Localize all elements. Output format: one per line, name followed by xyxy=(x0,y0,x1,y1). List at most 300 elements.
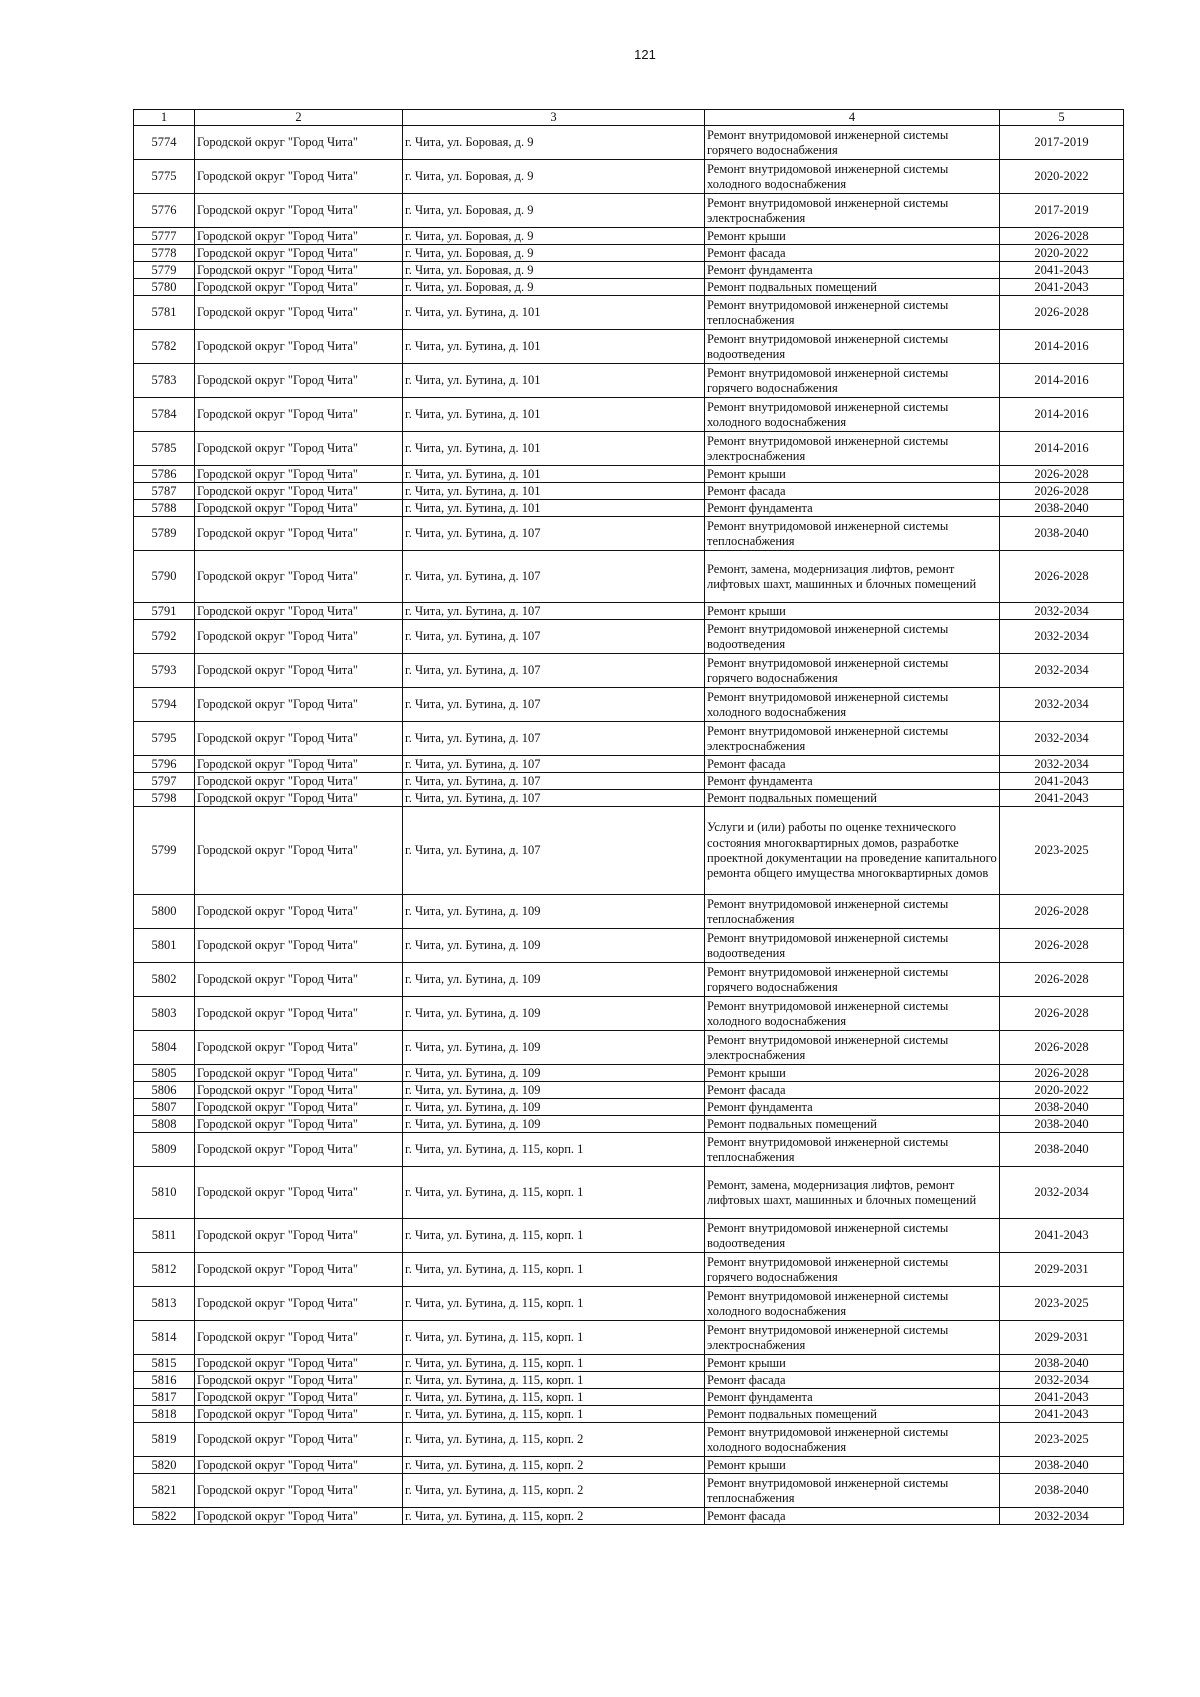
address-cell: г. Чита, ул. Бутина, д. 107 xyxy=(403,722,705,756)
work-type-cell: Ремонт фундамента xyxy=(705,773,1000,790)
municipality-cell: Городской округ "Город Чита" xyxy=(195,688,403,722)
municipality-cell: Городской округ "Город Чита" xyxy=(195,1321,403,1355)
col-header-3: 3 xyxy=(403,110,705,126)
work-type-cell: Ремонт крыши xyxy=(705,603,1000,620)
period-cell: 2038-2040 xyxy=(1000,1116,1124,1133)
municipality-cell: Городской округ "Город Чита" xyxy=(195,963,403,997)
row-number: 5791 xyxy=(134,603,195,620)
municipality-cell: Городской округ "Город Чита" xyxy=(195,1372,403,1389)
municipality-cell: Городской округ "Город Чита" xyxy=(195,603,403,620)
address-cell: г. Чита, ул. Бутина, д. 115, корп. 1 xyxy=(403,1253,705,1287)
row-number: 5788 xyxy=(134,500,195,517)
address-cell: г. Чита, ул. Бутина, д. 115, корп. 1 xyxy=(403,1287,705,1321)
period-cell: 2026-2028 xyxy=(1000,997,1124,1031)
row-number: 5808 xyxy=(134,1116,195,1133)
municipality-cell: Городской округ "Город Чита" xyxy=(195,895,403,929)
row-number: 5802 xyxy=(134,963,195,997)
municipality-cell: Городской округ "Город Чита" xyxy=(195,1167,403,1219)
table-row xyxy=(134,330,1124,364)
work-type-cell: Ремонт фундамента xyxy=(705,1389,1000,1406)
municipality-cell: Городской округ "Город Чита" xyxy=(195,1082,403,1099)
work-type-cell: Ремонт подвальных помещений xyxy=(705,279,1000,296)
work-type-cell: Ремонт внутридомовой инженерной системы электроснабжения xyxy=(705,194,1000,228)
row-number: 5794 xyxy=(134,688,195,722)
row-number: 5820 xyxy=(134,1457,195,1474)
work-type-cell: Ремонт фасада xyxy=(705,756,1000,773)
row-number: 5805 xyxy=(134,1065,195,1082)
municipality-cell: Городской округ "Город Чита" xyxy=(195,1508,403,1525)
address-cell: г. Чита, ул. Бутина, д. 115, корп. 1 xyxy=(403,1372,705,1389)
row-number: 5781 xyxy=(134,296,195,330)
row-number: 5804 xyxy=(134,1031,195,1065)
work-type-cell: Ремонт внутридомовой инженерной системы холодного водоснабжения xyxy=(705,398,1000,432)
period-cell: 2032-2034 xyxy=(1000,1167,1124,1219)
address-cell: г. Чита, ул. Бутина, д. 101 xyxy=(403,330,705,364)
table-row xyxy=(134,245,1124,262)
period-cell: 2041-2043 xyxy=(1000,773,1124,790)
work-type-cell: Ремонт внутридомовой инженерной системы теплоснабжения xyxy=(705,1474,1000,1508)
table-row xyxy=(134,895,1124,929)
municipality-cell: Городской округ "Город Чита" xyxy=(195,1423,403,1457)
municipality-cell: Городской округ "Город Чита" xyxy=(195,773,403,790)
table-row xyxy=(134,194,1124,228)
address-cell: г. Чита, ул. Бутина, д. 101 xyxy=(403,296,705,330)
col-header-1: 1 xyxy=(134,110,195,126)
address-cell: г. Чита, ул. Бутина, д. 115, корп. 1 xyxy=(403,1219,705,1253)
row-number: 5813 xyxy=(134,1287,195,1321)
row-number: 5817 xyxy=(134,1389,195,1406)
municipality-cell: Городской округ "Город Чита" xyxy=(195,807,403,895)
table-row xyxy=(134,756,1124,773)
work-type-cell: Ремонт крыши xyxy=(705,1457,1000,1474)
period-cell: 2020-2022 xyxy=(1000,160,1124,194)
row-number: 5775 xyxy=(134,160,195,194)
work-type-cell: Ремонт фасада xyxy=(705,1082,1000,1099)
period-cell: 2026-2028 xyxy=(1000,551,1124,603)
period-cell: 2041-2043 xyxy=(1000,790,1124,807)
period-cell: 2014-2016 xyxy=(1000,432,1124,466)
address-cell: г. Чита, ул. Бутина, д. 109 xyxy=(403,1116,705,1133)
address-cell: г. Чита, ул. Бутина, д. 107 xyxy=(403,517,705,551)
work-type-cell: Ремонт внутридомовой инженерной системы холодного водоснабжения xyxy=(705,1423,1000,1457)
address-cell: г. Чита, ул. Бутина, д. 101 xyxy=(403,466,705,483)
municipality-cell: Городской округ "Город Чита" xyxy=(195,364,403,398)
period-cell: 2029-2031 xyxy=(1000,1321,1124,1355)
work-type-cell: Ремонт внутридомовой инженерной системы водоотведения xyxy=(705,929,1000,963)
row-number: 5806 xyxy=(134,1082,195,1099)
municipality-cell: Городской округ "Город Чита" xyxy=(195,500,403,517)
table-row xyxy=(134,807,1124,895)
row-number: 5777 xyxy=(134,228,195,245)
period-cell: 2038-2040 xyxy=(1000,1474,1124,1508)
row-number: 5778 xyxy=(134,245,195,262)
repair-schedule-table xyxy=(133,109,1124,1525)
table-row xyxy=(134,500,1124,517)
table-row xyxy=(134,432,1124,466)
address-cell: г. Чита, ул. Бутина, д. 115, корп. 1 xyxy=(403,1133,705,1167)
period-cell: 2020-2022 xyxy=(1000,245,1124,262)
work-type-cell: Ремонт внутридомовой инженерной системы электроснабжения xyxy=(705,432,1000,466)
work-type-cell: Ремонт внутридомовой инженерной системы горячего водоснабжения xyxy=(705,126,1000,160)
period-cell: 2032-2034 xyxy=(1000,620,1124,654)
address-cell: г. Чита, ул. Боровая, д. 9 xyxy=(403,279,705,296)
municipality-cell: Городской округ "Город Чита" xyxy=(195,330,403,364)
address-cell: г. Чита, ул. Бутина, д. 109 xyxy=(403,1082,705,1099)
row-number: 5800 xyxy=(134,895,195,929)
table-row xyxy=(134,1133,1124,1167)
row-number: 5818 xyxy=(134,1406,195,1423)
address-cell: г. Чита, ул. Бутина, д. 109 xyxy=(403,895,705,929)
address-cell: г. Чита, ул. Бутина, д. 115, корп. 2 xyxy=(403,1457,705,1474)
work-type-cell: Ремонт внутридомовой инженерной системы холодного водоснабжения xyxy=(705,997,1000,1031)
row-number: 5803 xyxy=(134,997,195,1031)
table-row xyxy=(134,1457,1124,1474)
row-number: 5785 xyxy=(134,432,195,466)
row-number: 5809 xyxy=(134,1133,195,1167)
municipality-cell: Городской округ "Город Чита" xyxy=(195,262,403,279)
table-row xyxy=(134,1099,1124,1116)
table-row xyxy=(134,1389,1124,1406)
municipality-cell: Городской округ "Город Чита" xyxy=(195,1065,403,1082)
table-row xyxy=(134,1508,1124,1525)
address-cell: г. Чита, ул. Бутина, д. 109 xyxy=(403,1099,705,1116)
municipality-cell: Городской округ "Город Чита" xyxy=(195,279,403,296)
table-row xyxy=(134,722,1124,756)
period-cell: 2026-2028 xyxy=(1000,929,1124,963)
row-number: 5822 xyxy=(134,1508,195,1525)
period-cell: 2026-2028 xyxy=(1000,1031,1124,1065)
period-cell: 2014-2016 xyxy=(1000,398,1124,432)
period-cell: 2023-2025 xyxy=(1000,1423,1124,1457)
work-type-cell: Ремонт внутридомовой инженерной системы электроснабжения xyxy=(705,1321,1000,1355)
table-row xyxy=(134,1406,1124,1423)
address-cell: г. Чита, ул. Боровая, д. 9 xyxy=(403,160,705,194)
work-type-cell: Ремонт внутридомовой инженерной системы горячего водоснабжения xyxy=(705,364,1000,398)
row-number: 5814 xyxy=(134,1321,195,1355)
address-cell: г. Чита, ул. Бутина, д. 115, корп. 2 xyxy=(403,1474,705,1508)
table-row xyxy=(134,603,1124,620)
row-number: 5812 xyxy=(134,1253,195,1287)
row-number: 5815 xyxy=(134,1355,195,1372)
address-cell: г. Чита, ул. Боровая, д. 9 xyxy=(403,262,705,279)
address-cell: г. Чита, ул. Бутина, д. 107 xyxy=(403,603,705,620)
table-row xyxy=(134,790,1124,807)
period-cell: 2038-2040 xyxy=(1000,1133,1124,1167)
work-type-cell: Ремонт, замена, модернизация лифтов, ремонт лифтовых шахт, машинных и блочных помещений xyxy=(705,551,1000,603)
address-cell: г. Чита, ул. Бутина, д. 115, корп. 1 xyxy=(403,1355,705,1372)
work-type-cell: Ремонт подвальных помещений xyxy=(705,1116,1000,1133)
municipality-cell: Городской округ "Город Чита" xyxy=(195,126,403,160)
work-type-cell: Ремонт внутридомовой инженерной системы водоотведения xyxy=(705,330,1000,364)
address-cell: г. Чита, ул. Бутина, д. 115, корп. 1 xyxy=(403,1389,705,1406)
address-cell: г. Чита, ул. Боровая, д. 9 xyxy=(403,194,705,228)
period-cell: 2026-2028 xyxy=(1000,483,1124,500)
period-cell: 2023-2025 xyxy=(1000,1287,1124,1321)
table-row xyxy=(134,997,1124,1031)
work-type-cell: Ремонт внутридомовой инженерной системы электроснабжения xyxy=(705,722,1000,756)
work-type-cell: Ремонт фундамента xyxy=(705,1099,1000,1116)
work-type-cell: Ремонт фасада xyxy=(705,1372,1000,1389)
work-type-cell: Ремонт внутридомовой инженерной системы теплоснабжения xyxy=(705,296,1000,330)
municipality-cell: Городской округ "Город Чита" xyxy=(195,997,403,1031)
row-number: 5795 xyxy=(134,722,195,756)
period-cell: 2032-2034 xyxy=(1000,1372,1124,1389)
period-cell: 2038-2040 xyxy=(1000,1355,1124,1372)
work-type-cell: Ремонт внутридомовой инженерной системы горячего водоснабжения xyxy=(705,1253,1000,1287)
municipality-cell: Городской округ "Город Чита" xyxy=(195,1099,403,1116)
period-cell: 2014-2016 xyxy=(1000,364,1124,398)
period-cell: 2026-2028 xyxy=(1000,466,1124,483)
row-number: 5821 xyxy=(134,1474,195,1508)
table-row xyxy=(134,688,1124,722)
work-type-cell: Ремонт внутридомовой инженерной системы холодного водоснабжения xyxy=(705,160,1000,194)
period-cell: 2041-2043 xyxy=(1000,1219,1124,1253)
row-number: 5792 xyxy=(134,620,195,654)
table-row xyxy=(134,1065,1124,1082)
period-cell: 2032-2034 xyxy=(1000,688,1124,722)
row-number: 5811 xyxy=(134,1219,195,1253)
address-cell: г. Чита, ул. Бутина, д. 115, корп. 1 xyxy=(403,1167,705,1219)
row-number: 5782 xyxy=(134,330,195,364)
address-cell: г. Чита, ул. Бутина, д. 107 xyxy=(403,756,705,773)
municipality-cell: Городской округ "Город Чита" xyxy=(195,432,403,466)
municipality-cell: Городской округ "Город Чита" xyxy=(195,1031,403,1065)
municipality-cell: Городской округ "Город Чита" xyxy=(195,160,403,194)
work-type-cell: Ремонт подвальных помещений xyxy=(705,790,1000,807)
table-row xyxy=(134,398,1124,432)
work-type-cell: Ремонт внутридомовой инженерной системы холодного водоснабжения xyxy=(705,1287,1000,1321)
table-row xyxy=(134,296,1124,330)
row-number: 5801 xyxy=(134,929,195,963)
address-cell: г. Чита, ул. Бутина, д. 109 xyxy=(403,997,705,1031)
municipality-cell: Городской округ "Город Чита" xyxy=(195,398,403,432)
municipality-cell: Городской округ "Город Чита" xyxy=(195,654,403,688)
period-cell: 2026-2028 xyxy=(1000,963,1124,997)
period-cell: 2041-2043 xyxy=(1000,279,1124,296)
row-number: 5798 xyxy=(134,790,195,807)
address-cell: г. Чита, ул. Бутина, д. 115, корп. 2 xyxy=(403,1508,705,1525)
municipality-cell: Городской округ "Город Чита" xyxy=(195,1457,403,1474)
period-cell: 2038-2040 xyxy=(1000,517,1124,551)
period-cell: 2032-2034 xyxy=(1000,756,1124,773)
address-cell: г. Чита, ул. Бутина, д. 107 xyxy=(403,790,705,807)
row-number: 5786 xyxy=(134,466,195,483)
header-row xyxy=(134,110,1124,126)
period-cell: 2017-2019 xyxy=(1000,126,1124,160)
work-type-cell: Ремонт внутридомовой инженерной системы электроснабжения xyxy=(705,1031,1000,1065)
work-type-cell: Ремонт внутридомовой инженерной системы теплоснабжения xyxy=(705,895,1000,929)
row-number: 5784 xyxy=(134,398,195,432)
municipality-cell: Городской округ "Город Чита" xyxy=(195,245,403,262)
period-cell: 2032-2034 xyxy=(1000,722,1124,756)
municipality-cell: Городской округ "Город Чита" xyxy=(195,1474,403,1508)
table-row xyxy=(134,963,1124,997)
table-row xyxy=(134,1355,1124,1372)
address-cell: г. Чита, ул. Боровая, д. 9 xyxy=(403,245,705,262)
work-type-cell: Ремонт крыши xyxy=(705,228,1000,245)
table-row xyxy=(134,1253,1124,1287)
period-cell: 2026-2028 xyxy=(1000,296,1124,330)
table-row xyxy=(134,160,1124,194)
work-type-cell: Ремонт внутридомовой инженерной системы горячего водоснабжения xyxy=(705,963,1000,997)
municipality-cell: Городской округ "Город Чита" xyxy=(195,517,403,551)
municipality-cell: Городской округ "Город Чита" xyxy=(195,483,403,500)
municipality-cell: Городской округ "Город Чита" xyxy=(195,1389,403,1406)
work-type-cell: Ремонт подвальных помещений xyxy=(705,1406,1000,1423)
row-number: 5799 xyxy=(134,807,195,895)
municipality-cell: Городской округ "Город Чита" xyxy=(195,228,403,245)
table-row xyxy=(134,1287,1124,1321)
period-cell: 2038-2040 xyxy=(1000,1457,1124,1474)
table-row xyxy=(134,1219,1124,1253)
table-header xyxy=(134,110,1124,126)
address-cell: г. Чита, ул. Боровая, д. 9 xyxy=(403,126,705,160)
address-cell: г. Чита, ул. Бутина, д. 115, корп. 1 xyxy=(403,1321,705,1355)
work-type-cell: Ремонт фасада xyxy=(705,483,1000,500)
work-type-cell: Ремонт внутридомовой инженерной системы теплоснабжения xyxy=(705,1133,1000,1167)
table-row xyxy=(134,466,1124,483)
municipality-cell: Городской округ "Город Чита" xyxy=(195,929,403,963)
period-cell: 2026-2028 xyxy=(1000,895,1124,929)
row-number: 5790 xyxy=(134,551,195,603)
municipality-cell: Городской округ "Город Чита" xyxy=(195,466,403,483)
address-cell: г. Чита, ул. Бутина, д. 107 xyxy=(403,688,705,722)
row-number: 5789 xyxy=(134,517,195,551)
table-row xyxy=(134,620,1124,654)
row-number: 5810 xyxy=(134,1167,195,1219)
row-number: 5819 xyxy=(134,1423,195,1457)
table-row xyxy=(134,364,1124,398)
table-row xyxy=(134,1423,1124,1457)
table-row xyxy=(134,551,1124,603)
municipality-cell: Городской округ "Город Чита" xyxy=(195,1287,403,1321)
address-cell: г. Чита, ул. Бутина, д. 109 xyxy=(403,963,705,997)
period-cell: 2014-2016 xyxy=(1000,330,1124,364)
table-row xyxy=(134,126,1124,160)
row-number: 5774 xyxy=(134,126,195,160)
work-type-cell: Ремонт внутридомовой инженерной системы водоотведения xyxy=(705,1219,1000,1253)
period-cell: 2017-2019 xyxy=(1000,194,1124,228)
table-row xyxy=(134,228,1124,245)
address-cell: г. Чита, ул. Бутина, д. 107 xyxy=(403,654,705,688)
row-number: 5780 xyxy=(134,279,195,296)
address-cell: г. Чита, ул. Бутина, д. 107 xyxy=(403,551,705,603)
municipality-cell: Городской округ "Город Чита" xyxy=(195,722,403,756)
municipality-cell: Городской округ "Город Чита" xyxy=(195,620,403,654)
municipality-cell: Городской округ "Город Чита" xyxy=(195,790,403,807)
table-row xyxy=(134,483,1124,500)
col-header-2: 2 xyxy=(195,110,403,126)
address-cell: г. Чита, ул. Бутина, д. 107 xyxy=(403,773,705,790)
table-row xyxy=(134,279,1124,296)
address-cell: г. Чита, ул. Бутина, д. 107 xyxy=(403,620,705,654)
period-cell: 2023-2025 xyxy=(1000,807,1124,895)
period-cell: 2032-2034 xyxy=(1000,654,1124,688)
table-row xyxy=(134,1474,1124,1508)
table-row xyxy=(134,1082,1124,1099)
address-cell: г. Чита, ул. Бутина, д. 107 xyxy=(403,807,705,895)
row-number: 5793 xyxy=(134,654,195,688)
row-number: 5796 xyxy=(134,756,195,773)
table-row xyxy=(134,929,1124,963)
work-type-cell: Ремонт крыши xyxy=(705,1355,1000,1372)
period-cell: 2029-2031 xyxy=(1000,1253,1124,1287)
municipality-cell: Городской округ "Город Чита" xyxy=(195,551,403,603)
address-cell: г. Чита, ул. Бутина, д. 109 xyxy=(403,1031,705,1065)
address-cell: г. Чита, ул. Бутина, д. 115, корп. 1 xyxy=(403,1406,705,1423)
period-cell: 2041-2043 xyxy=(1000,1406,1124,1423)
address-cell: г. Чита, ул. Бутина, д. 101 xyxy=(403,364,705,398)
period-cell: 2041-2043 xyxy=(1000,262,1124,279)
work-type-cell: Услуги и (или) работы по оценке технического состояния многоквартирных домов, разработке проектной документации на проведение капитального ремонта общего имущества многоквартирных домов xyxy=(705,807,1000,895)
row-number: 5779 xyxy=(134,262,195,279)
table-row xyxy=(134,1372,1124,1389)
col-header-4: 4 xyxy=(705,110,1000,126)
work-type-cell: Ремонт фундамента xyxy=(705,500,1000,517)
table-body xyxy=(134,126,1124,1525)
address-cell: г. Чита, ул. Бутина, д. 109 xyxy=(403,929,705,963)
period-cell: 2026-2028 xyxy=(1000,1065,1124,1082)
work-type-cell: Ремонт внутридомовой инженерной системы водоотведения xyxy=(705,620,1000,654)
table-row xyxy=(134,1031,1124,1065)
work-type-cell: Ремонт, замена, модернизация лифтов, ремонт лифтовых шахт, машинных и блочных помещений xyxy=(705,1167,1000,1219)
table-row xyxy=(134,262,1124,279)
municipality-cell: Городской округ "Город Чита" xyxy=(195,1219,403,1253)
work-type-cell: Ремонт фасада xyxy=(705,245,1000,262)
row-number: 5783 xyxy=(134,364,195,398)
address-cell: г. Чита, ул. Бутина, д. 101 xyxy=(403,398,705,432)
work-type-cell: Ремонт внутридомовой инженерной системы холодного водоснабжения xyxy=(705,688,1000,722)
period-cell: 2041-2043 xyxy=(1000,1389,1124,1406)
work-type-cell: Ремонт внутридомовой инженерной системы теплоснабжения xyxy=(705,517,1000,551)
municipality-cell: Городской округ "Город Чита" xyxy=(195,1133,403,1167)
municipality-cell: Городской округ "Город Чита" xyxy=(195,1406,403,1423)
municipality-cell: Городской округ "Город Чита" xyxy=(195,296,403,330)
address-cell: г. Чита, ул. Бутина, д. 109 xyxy=(403,1065,705,1082)
table-row xyxy=(134,517,1124,551)
municipality-cell: Городской округ "Город Чита" xyxy=(195,194,403,228)
table-row xyxy=(134,1167,1124,1219)
col-header-5: 5 xyxy=(1000,110,1124,126)
work-type-cell: Ремонт крыши xyxy=(705,466,1000,483)
municipality-cell: Городской округ "Город Чита" xyxy=(195,1253,403,1287)
work-type-cell: Ремонт фасада xyxy=(705,1508,1000,1525)
table-row xyxy=(134,1321,1124,1355)
address-cell: г. Чита, ул. Боровая, д. 9 xyxy=(403,228,705,245)
address-cell: г. Чита, ул. Бутина, д. 101 xyxy=(403,432,705,466)
work-type-cell: Ремонт внутридомовой инженерной системы горячего водоснабжения xyxy=(705,654,1000,688)
period-cell: 2038-2040 xyxy=(1000,500,1124,517)
table-row xyxy=(134,773,1124,790)
period-cell: 2032-2034 xyxy=(1000,1508,1124,1525)
address-cell: г. Чита, ул. Бутина, д. 115, корп. 2 xyxy=(403,1423,705,1457)
municipality-cell: Городской округ "Город Чита" xyxy=(195,1116,403,1133)
period-cell: 2032-2034 xyxy=(1000,603,1124,620)
period-cell: 2026-2028 xyxy=(1000,228,1124,245)
page-number: 121 xyxy=(634,47,656,62)
row-number: 5787 xyxy=(134,483,195,500)
row-number: 5807 xyxy=(134,1099,195,1116)
table-row xyxy=(134,654,1124,688)
period-cell: 2038-2040 xyxy=(1000,1099,1124,1116)
municipality-cell: Городской округ "Город Чита" xyxy=(195,756,403,773)
municipality-cell: Городской округ "Город Чита" xyxy=(195,1355,403,1372)
period-cell: 2020-2022 xyxy=(1000,1082,1124,1099)
row-number: 5816 xyxy=(134,1372,195,1389)
address-cell: г. Чита, ул. Бутина, д. 101 xyxy=(403,483,705,500)
table-row xyxy=(134,1116,1124,1133)
work-type-cell: Ремонт фундамента xyxy=(705,262,1000,279)
